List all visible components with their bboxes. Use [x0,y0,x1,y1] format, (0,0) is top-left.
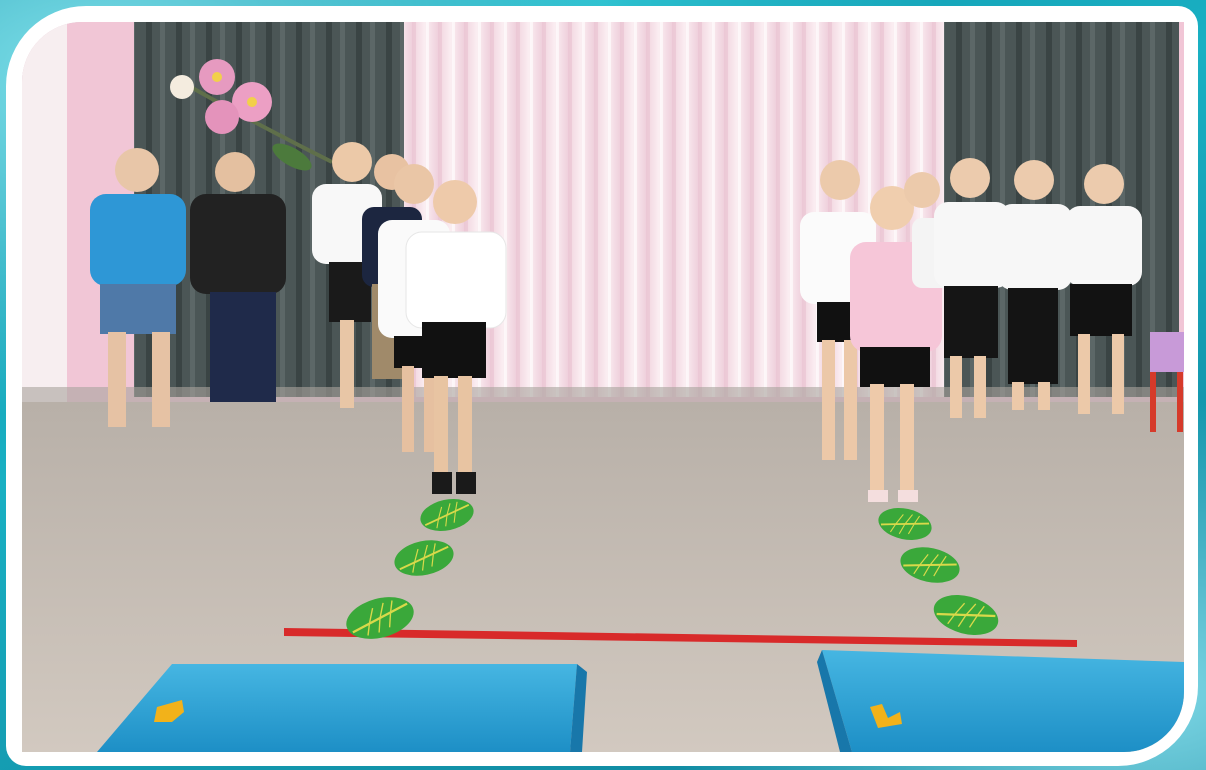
photo [22,22,1184,752]
gym-mat-left [97,664,587,752]
dotted-curtain [22,22,67,442]
gym-mat-right [817,650,1184,752]
